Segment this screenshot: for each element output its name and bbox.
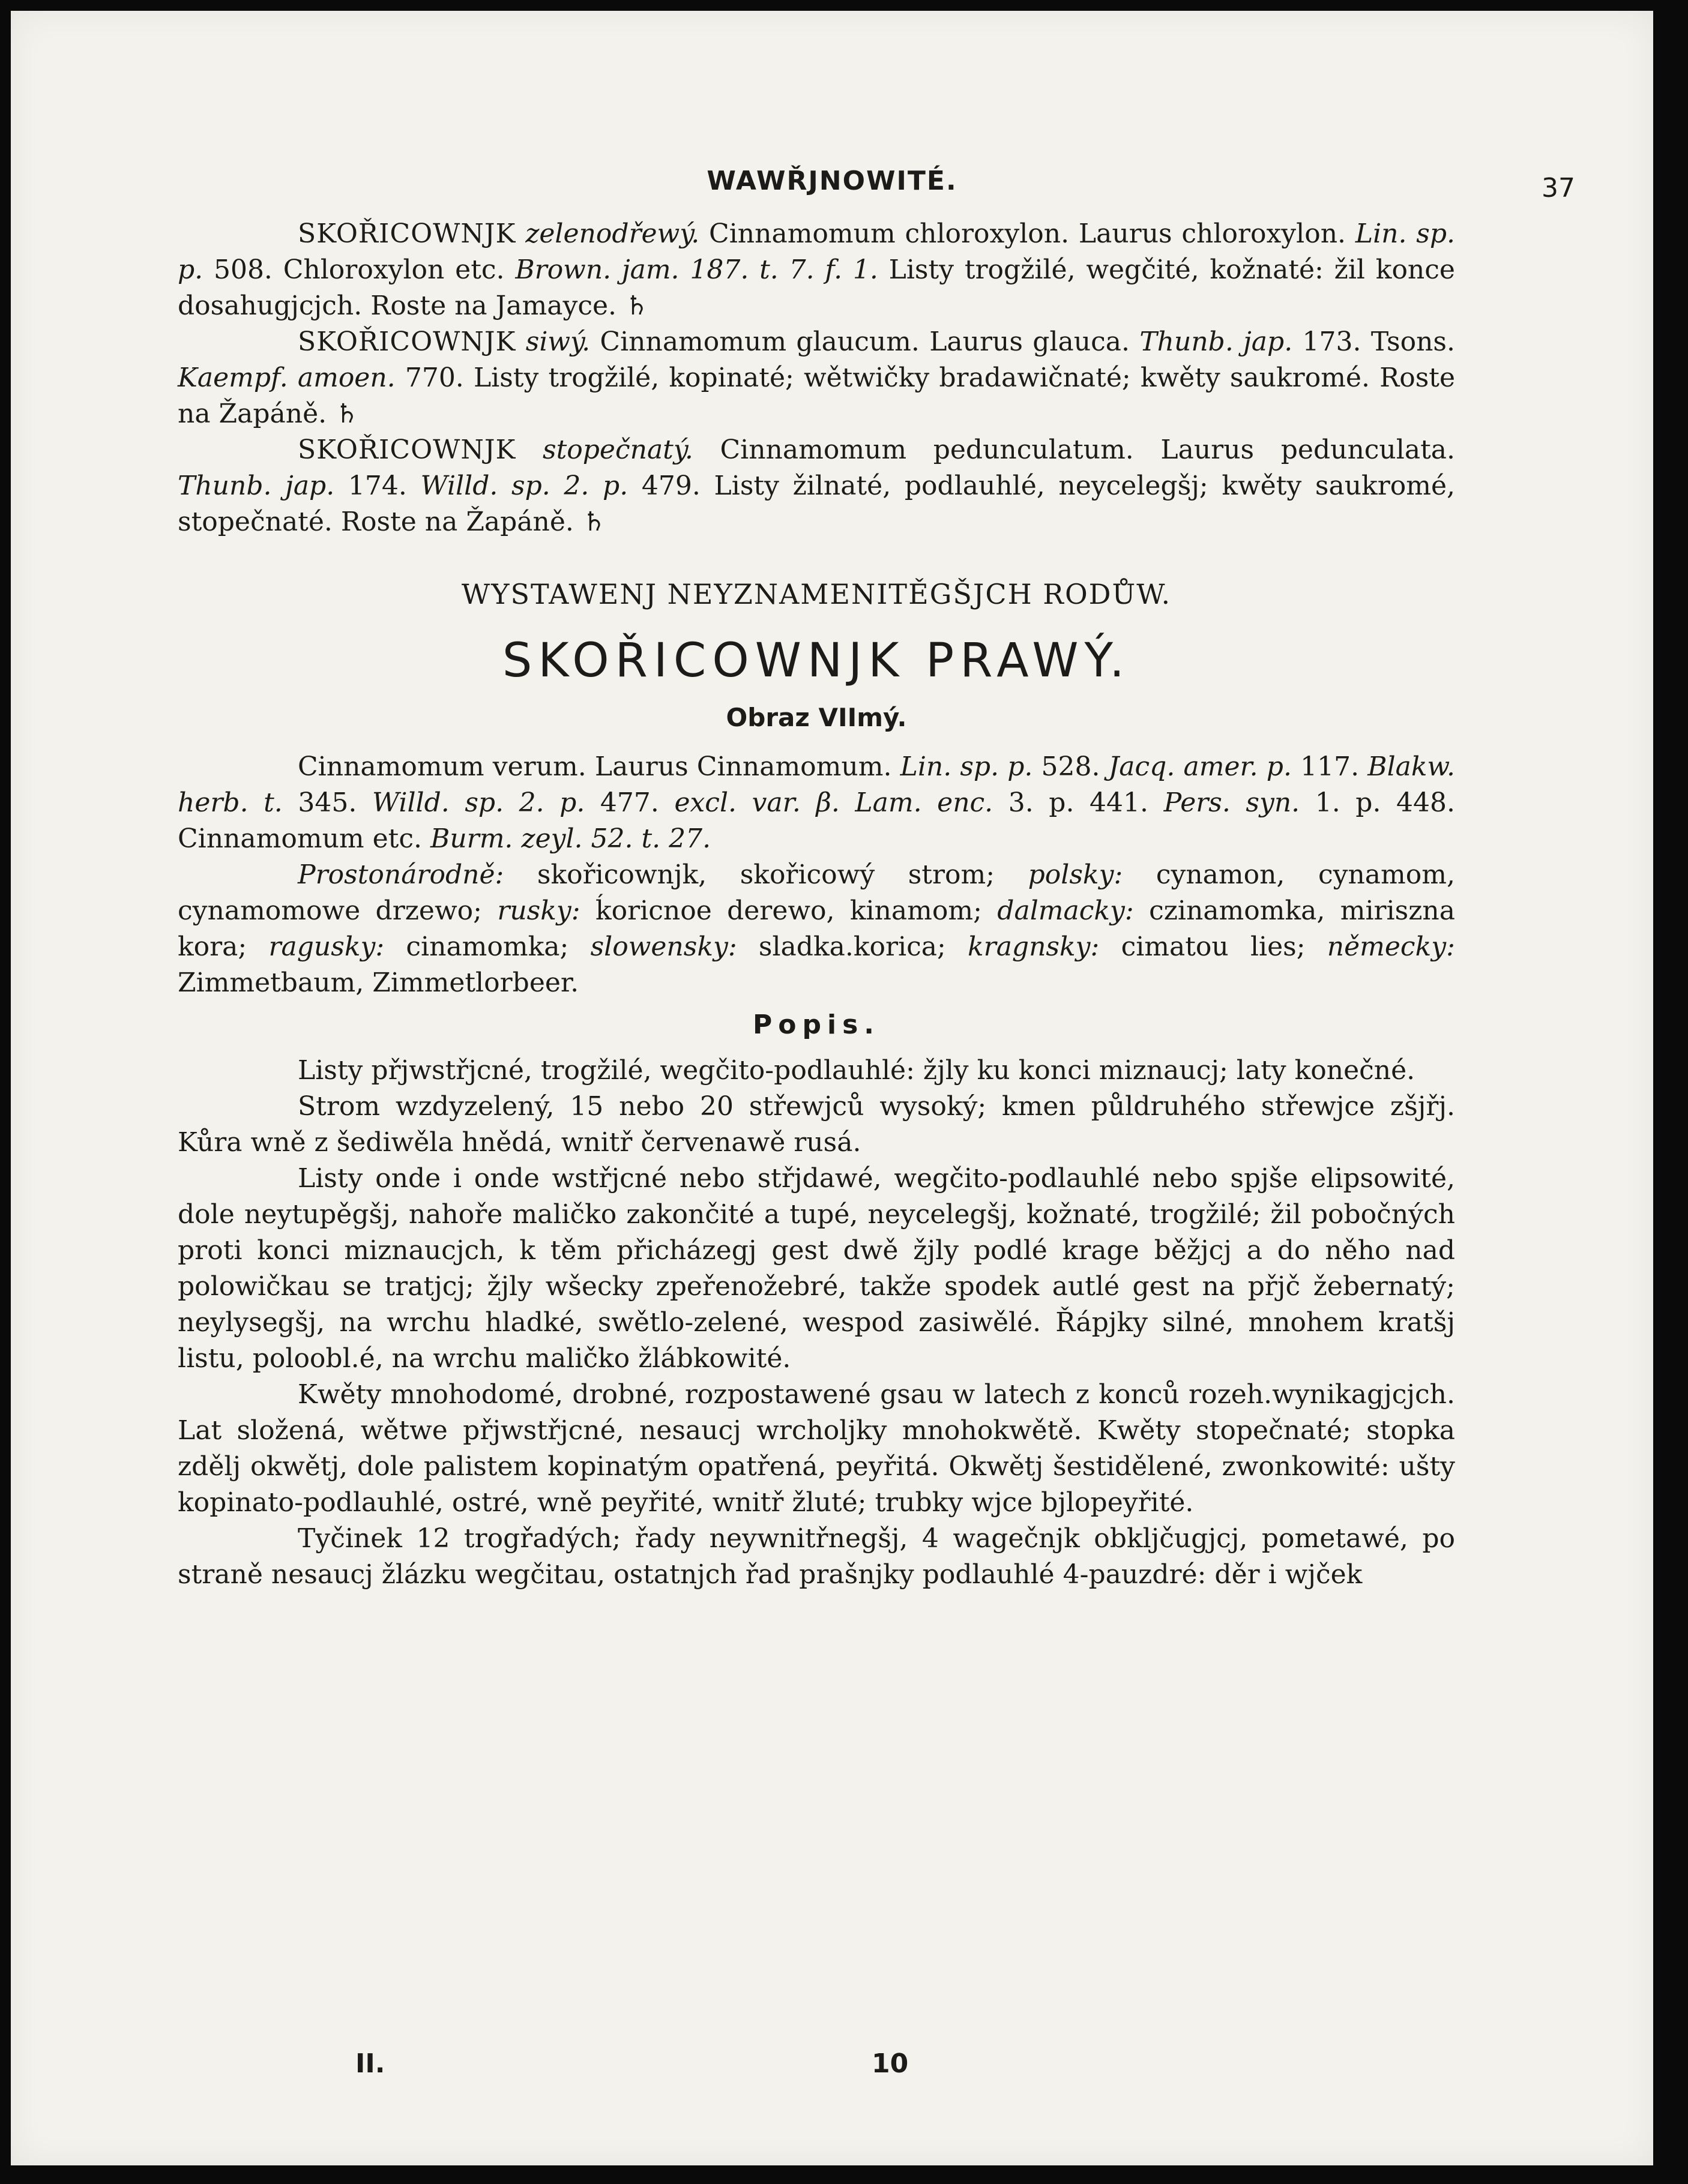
reference: Pers. syn. — [1163, 787, 1300, 818]
species-epithet: zelenodřewý. — [525, 218, 700, 249]
genus-name: SKOŘICOWNJK — [298, 326, 516, 357]
plate-reference: Obraz VIImý. — [726, 703, 907, 732]
language-label: slowensky: — [590, 931, 737, 962]
latin-name: Cinnamomum etc. — [178, 823, 422, 854]
book-page — [11, 11, 1653, 2165]
reference-page: 3. p. 441. — [1008, 787, 1148, 818]
reference-note: excl. var. β. — [674, 787, 840, 818]
running-title: WAWŘJNOWITÉ. — [707, 166, 957, 196]
description-paragraph: Listy přjwstřjcné, trogžilé, wegčito-podlauhlé: žjly ku konci miznaucj; laty konečné. — [298, 1055, 1415, 1086]
synonym: Chloroxylon etc. — [283, 254, 505, 285]
latin-name: Cinnamomum chloroxylon. Laurus chloroxylon. — [709, 218, 1346, 249]
language-label: ragusky: — [268, 931, 385, 962]
reference-page: 345. — [298, 787, 357, 818]
vernacular-name: Zimmetbaum, Zimmetlorbeer. — [178, 967, 579, 998]
reference-page: 174. — [348, 471, 407, 501]
vernacular-name: sladka.korica; — [758, 931, 946, 962]
saturn-tree-symbol-icon: ♄ — [335, 399, 359, 429]
latin-name: Cinnamomum glaucum. Laurus glauca. — [600, 326, 1130, 357]
reference: Thunb. jap. — [178, 471, 335, 501]
reference: Blakw. herb. t. — [178, 751, 1455, 818]
description-paragraph: Strom wzdyzelený, 15 nebo 20 střewjců wysoký; kmen půldruhého střewjce zšjřj. Kůra wně z šediwěla hnědá, wnitř červenawě rusá. — [178, 1091, 1455, 1158]
reference: Jacq. amer. p. — [1108, 751, 1292, 782]
reference: Thunb. jap. — [1139, 326, 1293, 357]
reference-page: 52. t. 27. — [591, 823, 711, 854]
popis-heading: Popis. — [753, 1009, 880, 1040]
page-number: 37 — [1542, 173, 1575, 203]
species-epithet: stopečnatý. — [543, 435, 693, 465]
reference: Brown. jam. — [515, 254, 680, 285]
reference: Burm. zeyl. — [430, 823, 583, 854]
saturn-tree-symbol-icon: ♄ — [582, 507, 606, 537]
species-title: SKOŘICOWNJK PRAWÝ. — [502, 634, 1131, 688]
saturn-tree-symbol-icon: ♄ — [625, 290, 649, 321]
latin-name: Cinnamomum pedunculatum. Laurus pedunculata. — [720, 435, 1455, 465]
synonym: Tsons. — [1370, 326, 1455, 357]
vernacular-name: skořicownjk, skořicowý strom; — [537, 859, 995, 890]
reference-page: 1. p. 448. — [1315, 787, 1455, 818]
description-paragraph: Kwěty mnohodomé, drobné, rozpostawené gsau w latech z konců rozeh.wynikagjcjch. Lat složená, wětwe přjwstřjcné, nesaucj wrcholjky mnohokwětě. Kwěty stopečnaté; stopka zdělj okwětj, dole palistem kopinatým opatřená, peyřitá. Okwětj šestidělené, zwonkowité: ušty kopinato-podlauhlé, ostré, wně peyřité, wnitř žluté; trubky wjce bjlopeyřité. — [178, 1379, 1455, 1518]
reference: Kaempf. amoen. — [178, 362, 396, 393]
description: Listy trogžilé, kopinaté; wětwičky bradawičnaté; kwěty saukromé. Roste na Žapáně. — [178, 362, 1455, 429]
genus-name: SKOŘICOWNJK — [298, 435, 516, 465]
page-text — [178, 216, 1455, 1593]
description-paragraph: Listy onde i onde wstřjcné nebo střjdawé, wegčito-podlauhlé nebo spjše elipsowité, dole neytupěgšj, nahoře maličko zakončité a tupé, neycelegšj, kožnaté, trogžilé; žil pobočných proti konci miznaucjch, k těm přicházegj gest dwě žjly podlé krage běžjcj a do něho nad polowičkau se tratjcj; žjly wšecky zpeřenožebré, takže spodek autlé gest na přjč žebernatý; neylysegšj, na wrchu hladké, swětlo-zelené, wespod zasiwělé. Řápjky silné, mnohem kratšj listu, poloobl.é, na wrchu maličko žlábkowité. — [178, 1163, 1455, 1374]
vernacular-name: cinamomka; — [406, 931, 569, 962]
species-epithet: siwý. — [525, 326, 591, 357]
language-label: dalmacky: — [997, 895, 1134, 926]
reference-page: 117. — [1300, 751, 1360, 782]
reference-page: 770. — [405, 362, 464, 393]
reference-page: 528. — [1041, 751, 1100, 782]
reference-page: 508. — [213, 254, 273, 285]
sheet-number: 10 — [872, 2048, 909, 2079]
vernacular-name: czinamomka, miriszna kora; — [178, 895, 1455, 962]
reference: Lin. sp. p. — [900, 751, 1033, 782]
entry-chloroxylon — [178, 216, 1455, 324]
running-head — [11, 166, 1653, 202]
language-label: německy: — [1327, 931, 1455, 962]
page-footer — [11, 2048, 1653, 2084]
signature-mark: II. — [355, 2048, 385, 2079]
reference: Willd. sp. 2. p. — [372, 787, 585, 818]
reference: Lin. sp. p. — [178, 218, 1455, 285]
reference: Willd. sp. 2. p. — [420, 471, 628, 501]
description-paragraph: Tyčinek 12 trogřadých; řady neywnitřnegšj, 4 wagečnjk obkljčugjcj, pometawé, po straně nesaucj žlázku wegčitau, ostatnjch řad prašnjky podlauhlé 4-pauzdré: děr i wjček — [178, 1523, 1455, 1590]
reference-page: 187. t. 7. f. 1. — [690, 254, 878, 285]
vernacular-name: cimatou lies; — [1121, 931, 1306, 962]
latin-name: Cinnamomum verum. Laurus Cinnamomum. — [298, 751, 892, 782]
reference-page: 173. — [1302, 326, 1361, 357]
synonymy-paragraph — [178, 749, 1455, 857]
reference-page: 479. — [641, 471, 701, 501]
language-label: Prostonárodně: — [298, 859, 504, 890]
language-label: rusky: — [497, 895, 580, 926]
vernacular-names — [178, 857, 1455, 1001]
description: Listy trogžilé, wegčité, kožnaté: žil konce dosahugjcjch. Roste na Jamayce. — [178, 254, 1455, 321]
language-label: polsky: — [1028, 859, 1123, 890]
genus-name: SKOŘICOWNJK — [298, 218, 516, 249]
vernacular-name: cynamon, cynamom, cynamomowe drzewo; — [178, 859, 1455, 926]
vernacular-name: ḱoricnoe derewo, kinamom; — [595, 895, 982, 926]
reference: Lam. enc. — [855, 787, 993, 818]
description: Listy žilnaté, podlauhlé, neycelegšj; kwěty saukromé, stopečnaté. Roste na Žapáně. — [178, 471, 1455, 537]
entry-pedunculatum — [178, 432, 1455, 540]
language-label: kragnsky: — [968, 931, 1100, 962]
entry-glaucum — [178, 324, 1455, 432]
section-heading: WYSTAWENJ NEYZNAMENITĚGŠJCH RODŮW. — [461, 578, 1172, 610]
reference-page: 477. — [600, 787, 659, 818]
